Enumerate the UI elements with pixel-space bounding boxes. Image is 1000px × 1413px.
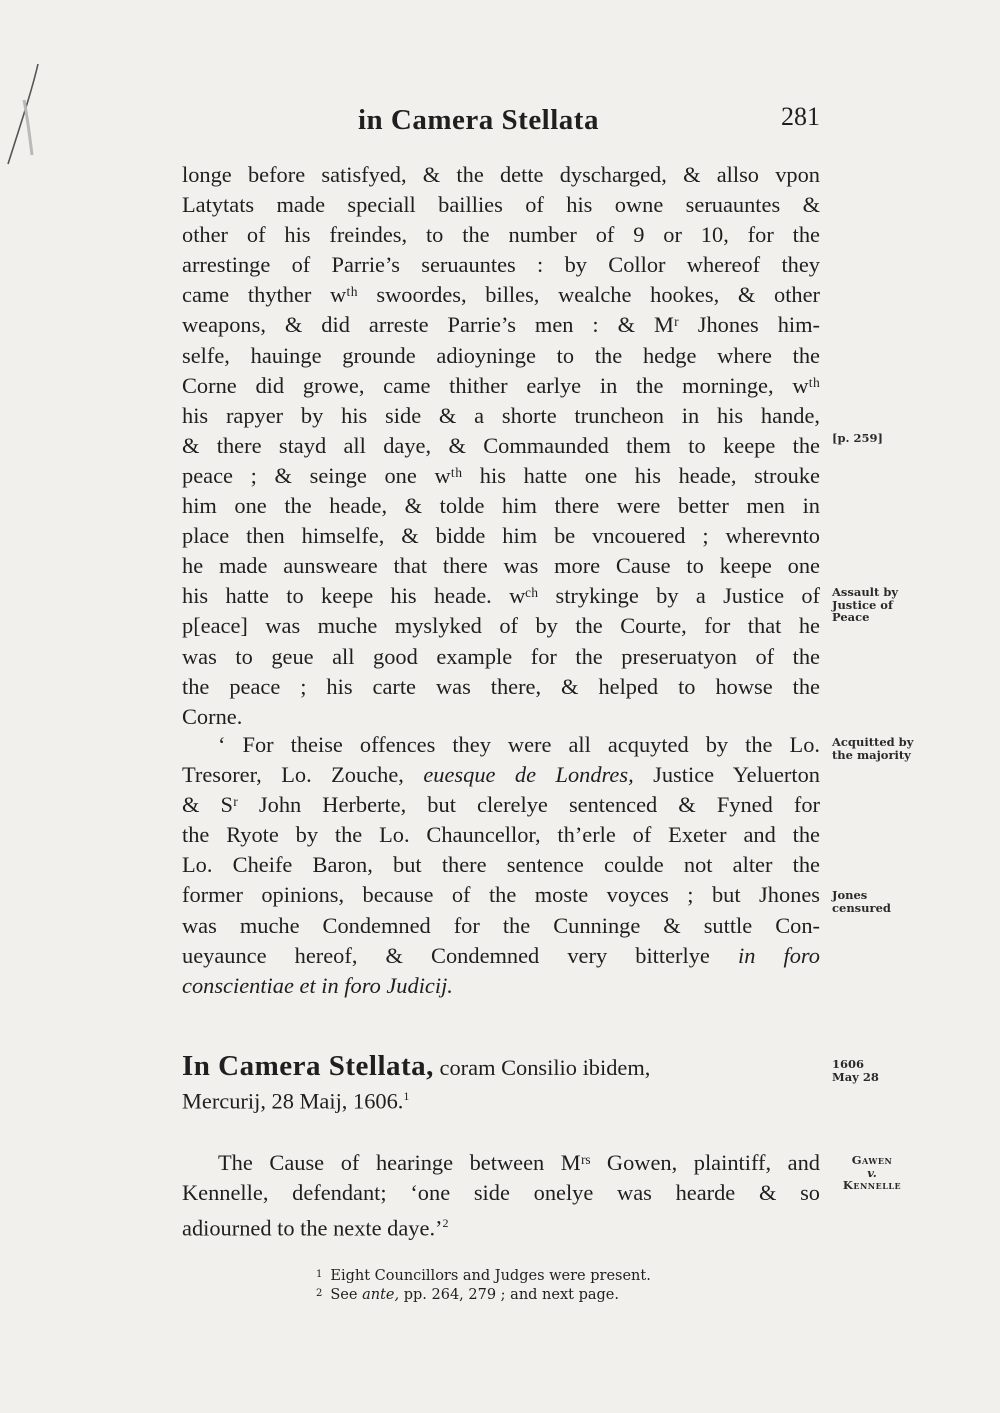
margin-line: censured xyxy=(832,900,891,915)
margin-line: Acquitted by xyxy=(832,735,914,749)
margin-note-jones xyxy=(832,889,952,914)
heading-rest: coram Consilio ibidem, xyxy=(433,1055,651,1080)
margin-line: Gawen xyxy=(851,1153,893,1167)
text-line: Kennelle, defendant; ‘one side onelye was hearde & so xyxy=(182,1180,820,1206)
text-line: place then himselfe, & bidde him be vncouered ; wherevnto xyxy=(182,523,820,549)
blackletter-title: In Camera Stellata, xyxy=(182,1050,434,1082)
text-line: & Sʳ John Herberte, but clerelye sentenced & Fyned for xyxy=(182,792,820,818)
text-line: The Cause of hearinge between Mʳˢ Gowen, plaintiff, and xyxy=(218,1150,820,1175)
footnote-text: Eight Councillors and Judges were present. xyxy=(330,1268,651,1284)
footnotes xyxy=(316,1266,736,1304)
text-line: Corne. xyxy=(182,703,243,729)
margin-note-date xyxy=(832,1058,952,1083)
text-line: & there stayd all daye, & Commaunded them to keepe the xyxy=(182,432,820,458)
margin-note-case xyxy=(832,1154,912,1192)
margin-line: Justice of xyxy=(832,597,893,612)
text-run: ueyaunce hereof, & Condemned very bitterlye xyxy=(182,942,738,968)
text-line: was muche Condemned for the Cunninge & suttle Con- xyxy=(182,912,820,938)
text-line: him one the heade, & tolde him there were better men in xyxy=(182,493,820,519)
section-heading xyxy=(182,1050,820,1114)
paragraph-3 xyxy=(182,1148,820,1241)
margin-line: v. xyxy=(867,1165,877,1180)
margin-line: 1606 xyxy=(832,1057,865,1071)
margin-line: Peace xyxy=(832,610,870,624)
italic-phrase: euesque de Londres, xyxy=(423,762,634,788)
text-line: was to geue all good example for the preseruatyon of the xyxy=(182,643,820,669)
footnote-mark: 2 xyxy=(316,1288,323,1299)
footnote-ref: 2 xyxy=(442,1216,449,1231)
text-line: former opinions, because of the moste voyces ; but Jhones xyxy=(182,882,820,908)
pencil-mark xyxy=(2,60,42,170)
paragraph-1 xyxy=(182,160,820,732)
margin-line: Kennelle xyxy=(842,1178,902,1192)
footnote-ref: 1 xyxy=(403,1089,410,1104)
page-number: 281 xyxy=(781,102,820,131)
text-line: selfe, hauinge grounde adioyninge to the hedge where the xyxy=(182,342,820,368)
margin-note-assault xyxy=(832,586,952,624)
text-line: Latytats made speciall baillies of his owne seruauntes & xyxy=(182,192,820,218)
text-line xyxy=(182,941,820,971)
margin-line: [p. 259] xyxy=(832,431,883,445)
margin-line: the majority xyxy=(832,747,911,762)
italic-phrase: conscientiae et in foro Judicij. xyxy=(182,972,453,998)
text-line: longe before satisfyed, & the dette dyscharged, & allso vpon xyxy=(182,162,820,187)
text-run: adiourned to the nexte daye.’ xyxy=(182,1215,443,1241)
text-run: Tresorer, Lo. Zouche, xyxy=(182,762,424,788)
text-line: Corne did growe, came thither earlye in the morninge, wᵗʰ xyxy=(182,372,820,398)
text-line: the Ryote by the Lo. Chauncellor, th’erle of Exeter and the xyxy=(182,822,820,848)
running-head-title: in Camera Stellata xyxy=(358,104,599,136)
text-line: weapons, & did arreste Parrie’s men : & Mʳ Jhones him- xyxy=(182,312,820,338)
text-line: he made aunsweare that there was more Cause to keepe one xyxy=(182,553,820,579)
text-line: Lo. Cheife Baron, but there sentence coulde not alter the xyxy=(182,852,820,878)
footnote-1 xyxy=(316,1266,736,1285)
text-line: ‘ For theise offences they were all acquyted by the Lo. xyxy=(218,732,820,757)
text-line xyxy=(182,760,820,790)
margin-note-page-ref xyxy=(832,432,952,445)
text-line: his hatte to keepe his heade. wᶜʰ strykinge by a Justice of xyxy=(182,583,820,609)
margin-note-acquitted xyxy=(832,736,952,761)
heading-line xyxy=(182,1050,820,1080)
text-line xyxy=(182,971,820,1001)
margin-line: Jones xyxy=(832,888,868,902)
text-line xyxy=(182,1208,820,1241)
text-line: peace ; & seinge one wᵗʰ his hatte one his heade, strouke xyxy=(182,462,820,488)
margin-line: May 28 xyxy=(832,1069,879,1084)
text-line: came thyther wᵗʰ swoordes, billes, wealche hookes, & other xyxy=(182,282,820,308)
text-line: his rapyer by his side & a shorte truncheon in his hande, xyxy=(182,402,820,428)
text-line: other of his freindes, to the number of 9 or 10, for the xyxy=(182,222,820,248)
running-head xyxy=(180,100,820,146)
heading-line-2 xyxy=(182,1080,820,1114)
text-line: arrestinge of Parrie’s seruauntes : by Collor whereof they xyxy=(182,252,820,278)
footnote-italic: ante, xyxy=(362,1287,400,1303)
footnote-text: See xyxy=(330,1287,363,1303)
italic-phrase: in foro xyxy=(737,942,820,968)
text-line: p[eace] was muche myslyked of by the Courte, for that he xyxy=(182,613,820,639)
footnote-2 xyxy=(316,1285,736,1304)
text-run: Justice Yeluerton xyxy=(633,762,821,788)
footnote-mark: 1 xyxy=(316,1269,323,1280)
footnote-text: pp. 264, 279 ; and next page. xyxy=(399,1287,619,1303)
heading-date: Mercurij, 28 Maij, 1606. xyxy=(182,1088,404,1114)
margin-line: Assault by xyxy=(832,585,899,599)
text-line: the peace ; his carte was there, & helped to howse the xyxy=(182,673,820,699)
paragraph-2 xyxy=(182,730,820,1001)
